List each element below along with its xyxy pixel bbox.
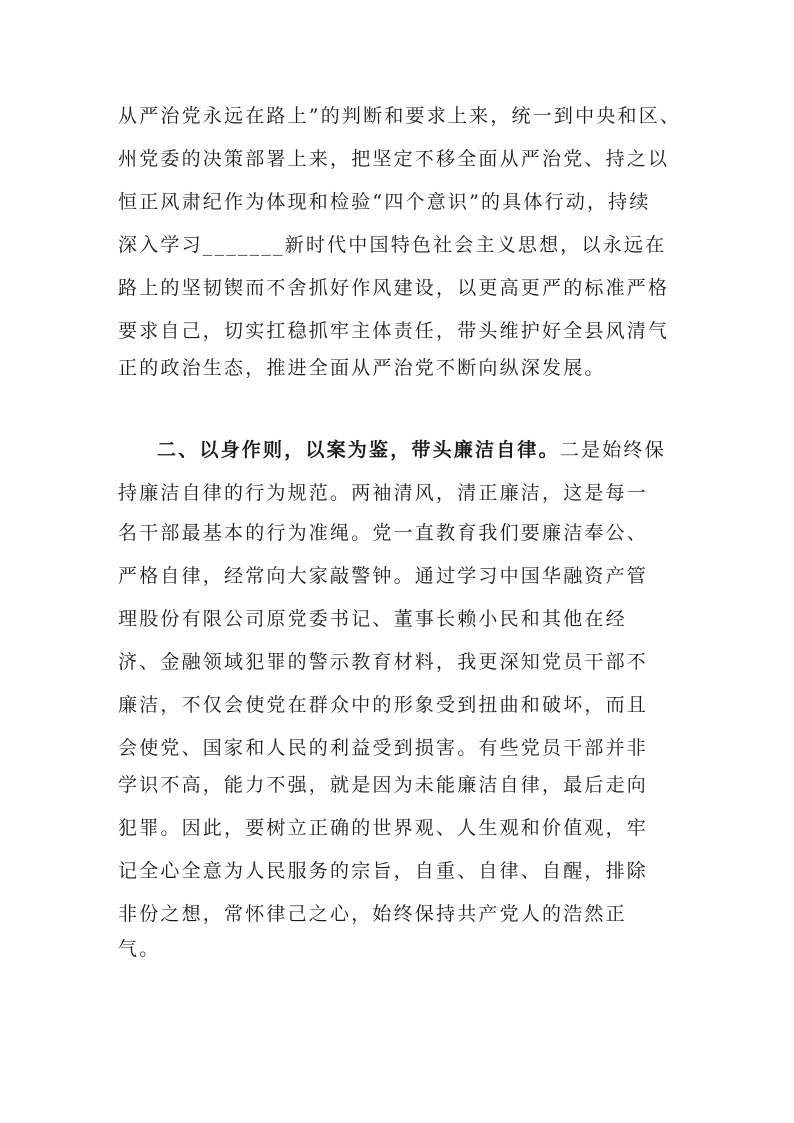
paragraph-first-line [157, 441, 666, 460]
paragraph-line: 廉洁，不仅会使党在群众中的形象受到扭曲和破坏，而且 [118, 694, 649, 716]
paragraph-line: 非份之想，常怀律己之心，始终保持共产党人的浩然正 [118, 903, 627, 925]
paragraph-line-rest: 二是始终保 [559, 439, 666, 461]
paragraph-line: 恒正风肃纪作为体现和检验“四个意识”的具体行动，持续 [118, 191, 651, 213]
paragraph-line: 持廉洁自律的行为规范。两袖清风，清正廉洁，这是每一 [118, 482, 649, 504]
paragraph-line: 会使党、国家和人民的利益受到损害。有些党员干部并非 [118, 737, 649, 759]
paragraph-line: 记全心全意为人民服务的宗旨，自重、自律、自醒，排除 [118, 860, 649, 882]
paragraph-line: 济、金融领域犯罪的警示教育材料，我更深知党员干部不 [118, 651, 649, 673]
section-heading: 二、以身作则，以案为鉴，带头廉洁自律。 [157, 439, 560, 461]
paragraph-line: 要求自己，切实扛稳抓牢主体责任，带头维护好全县风清气 [118, 320, 670, 342]
paragraph-line: 名干部最基本的行为准绳。党一直教育我们要廉洁奉公、 [118, 522, 649, 544]
paragraph-line: 路上的坚韧锲而不舍抓好作风建设，以更高更严的标准严格 [118, 277, 670, 299]
paragraph-line: 州党委的决策部署上来，把坚定不移全面从严治党、持之以 [118, 148, 670, 170]
paragraph-line: 严格自律，经常向大家敲警钟。通过学习中国华融资产管 [118, 565, 649, 587]
paragraph-line: 学识不高，能力不强，就是因为未能廉洁自律，最后走向 [118, 774, 649, 796]
paragraph-line: 从严治党永远在路上”的判断和要求上来，统一到中央和区、 [118, 105, 682, 127]
paragraph-line: 深入学习_______新时代中国特色社会主义思想，以永远在 [118, 234, 667, 256]
paragraph-line: 理股份有限公司原党委书记、董事长赖小民和其他在经 [118, 608, 627, 630]
paragraph-line: 气。 [118, 938, 161, 960]
paragraph-line: 犯罪。因此，要树立正确的世界观、人生观和价值观，牢 [118, 817, 649, 839]
paragraph-line: 正的政治生态，推进全面从严治党不断向纵深发展。 [118, 357, 606, 379]
